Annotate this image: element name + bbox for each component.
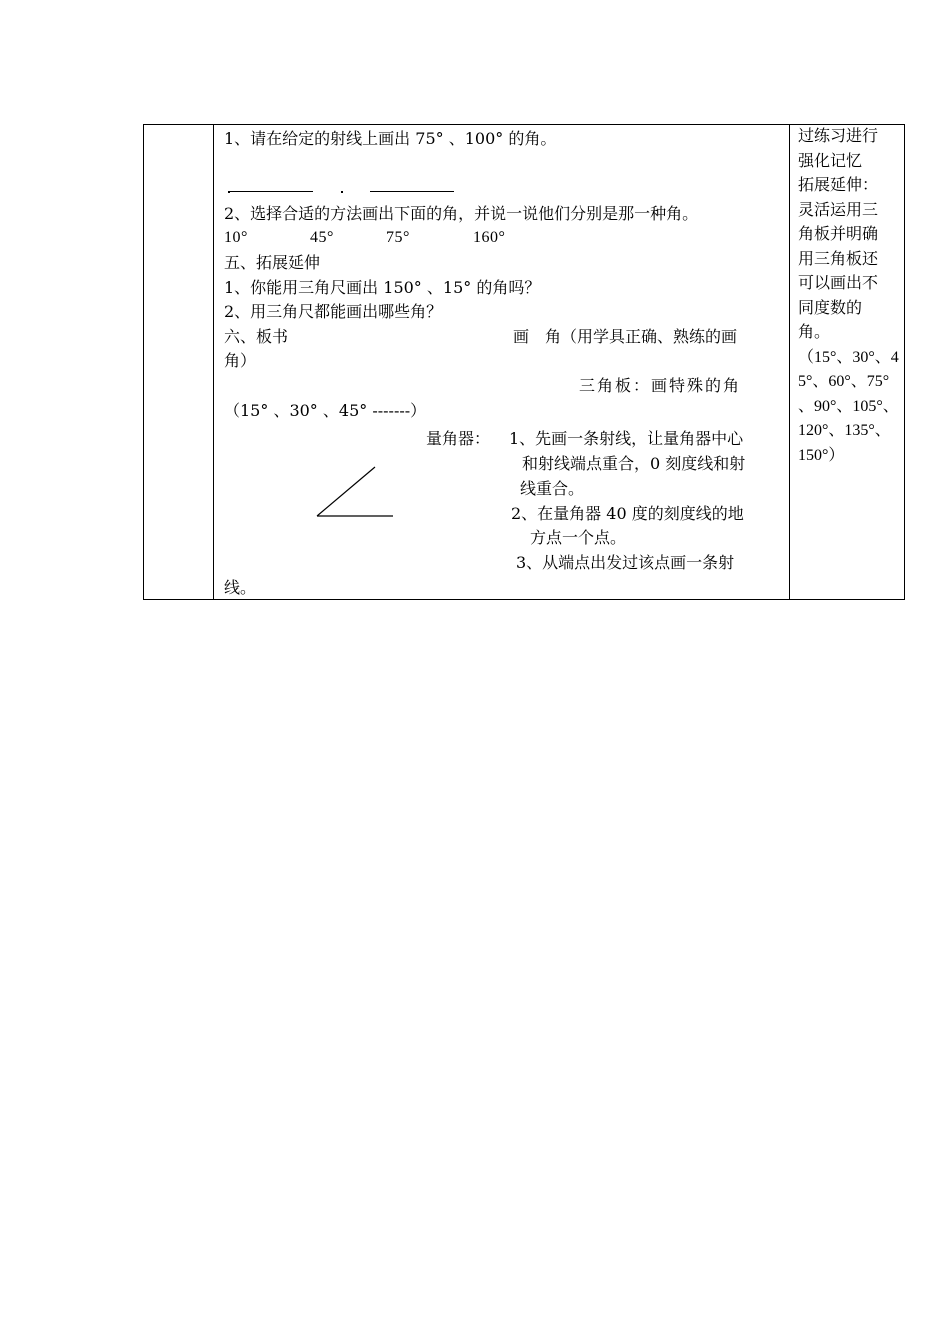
given-ray-1 [229, 191, 313, 192]
protractor-step-1-cont: 和射线端点重合，0 刻度线和射 [522, 454, 746, 473]
exercise-2: 2、选择合适的方法画出下面的角，并说一说他们分别是那一种角。 [224, 204, 699, 223]
note-line: 强化记忆 [798, 152, 863, 170]
protractor-step-3: 3、从端点出发过该点画一条射 [516, 553, 735, 572]
ray-endpoint-2 [341, 191, 343, 193]
given-ray-2 [370, 191, 454, 192]
section-5-heading: 五、拓展延伸 [224, 253, 321, 272]
angle-75: 75° [386, 229, 410, 246]
note-line: 拓展延伸： [798, 177, 879, 194]
design-notes [798, 125, 906, 468]
extension-question-1: 1、你能用三角尺画出 150° 、15° 的角吗？ [224, 278, 541, 297]
note-line: 过练习进行 [798, 128, 879, 145]
note-line: 120°、135°、 [798, 422, 891, 439]
board-draw-angle-cont: 角） [224, 351, 257, 370]
column-divider-left [213, 125, 214, 599]
protractor-step-2-cont: 方点一个点。 [530, 528, 627, 547]
note-line: 150°） [798, 446, 845, 464]
section-6-heading: 六、板书 [224, 327, 289, 346]
angle-160: 160° [473, 229, 506, 246]
board-triangle-angles: （15° 、30° 、45° -------） [224, 401, 427, 420]
note-line: 灵活运用三 [798, 201, 879, 219]
column-divider-right [789, 125, 790, 599]
note-line: 可以画出不 [798, 275, 879, 292]
angle-ray-upper [317, 467, 375, 516]
board-draw-angle: 画 角（用学具正确、熟练的画 [513, 327, 738, 346]
note-line: （15°、30°、4 [798, 348, 899, 366]
note-line: 角。 [798, 324, 831, 341]
exercise-1: 1、请在给定的射线上画出 75° 、100° 的角。 [224, 129, 557, 148]
extension-question-2: 2、用三角尺都能画出哪些角？ [224, 302, 443, 321]
angle-45: 45° [310, 229, 334, 246]
lesson-table [143, 124, 905, 600]
note-line: 、90°、105°、 [798, 397, 899, 415]
angle-drawing [312, 461, 398, 521]
note-line: 5°、60°、75° [798, 373, 890, 390]
protractor-step-1: 1、先画一条射线，让量角器中心 [509, 429, 744, 448]
protractor-step-2: 2、在量角器 40 度的刻度线的地 [511, 504, 744, 523]
note-line: 同度数的 [798, 299, 863, 317]
note-line: 用三角板还 [798, 250, 879, 268]
protractor-step-1-end: 线重合。 [520, 479, 585, 498]
board-triangle: 三角板：画特殊的角 [579, 376, 742, 395]
board-protractor-label: 量角器： [426, 429, 491, 448]
protractor-step-3-end: 线。 [224, 578, 257, 597]
angle-10: 10° [224, 229, 248, 246]
note-line: 角板并明确 [798, 226, 879, 243]
